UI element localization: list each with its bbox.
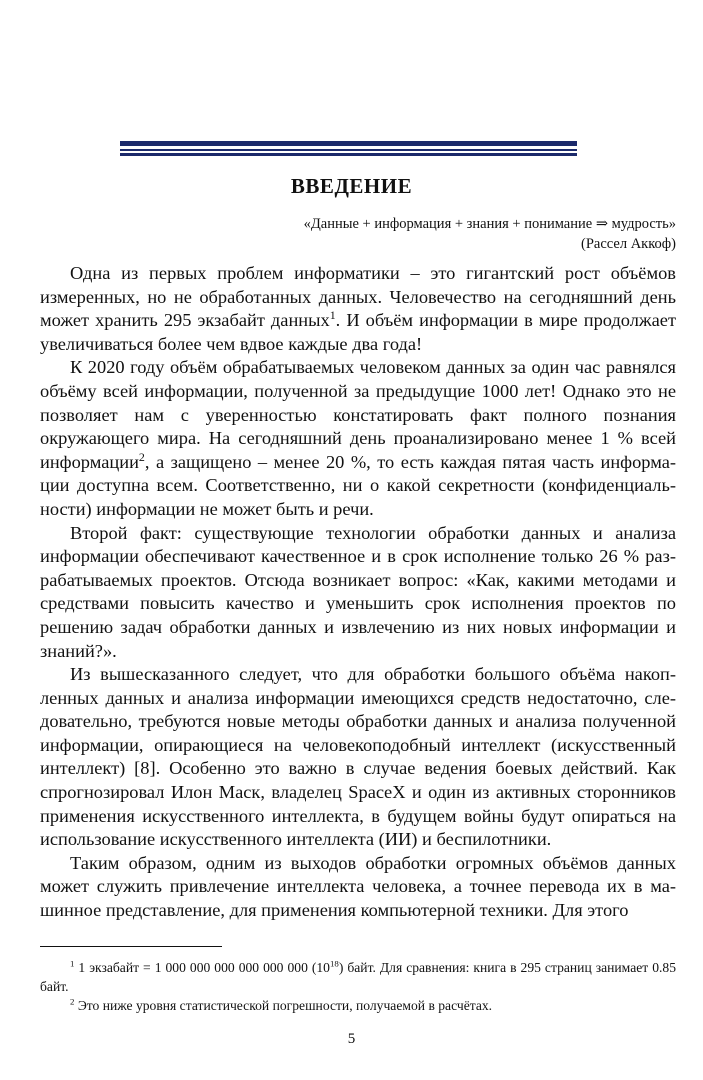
footnote-2: $^2$ Это ниже уровня статистической погрешности, получаемой в расчётах. bbox=[70, 996, 493, 1013]
paragraph-4: Из вышесказанного следует, что для обработки большого объёма накопленных данных и анализа информации имеющихся средств недостаточно, следовательно, требуются новые методы обработки данных и анализа полученной информации, опирающиеся на человекоподобный интеллект (искусственный интеллект) [8]. Особенно это важно в случае ведения боевых действий. Как спрогнозировал Илон Маск, владелец SpaceX и один из активных сторонников применения искусственного интеллекта, в будущем войны будут опираться на использование искусственного интеллекта (ИИ) и беспилотники. bbox=[40, 664, 676, 850]
footnote-ref-1[interactable]: 1 bbox=[329, 308, 336, 323]
header-rule-thin bbox=[120, 149, 577, 151]
page-number: 5 bbox=[347, 1031, 356, 1047]
paragraph-2: К 2020 году объём обрабатываемых человеком данных за один час равнялся объёму всей информации, полученной за предыдущие 1000 лет! Однако это не позволяет нам с уверенностью констатировать факт полного познания окружающего мира. На сегодняшний день проанализировано менее 1 % всей информации$^2$, а защищено – менее 20 %, то есть каждая пятая часть информации доступна всем. Соответственно, ни о какой секретности (конфиденциальности) информации не может быть и речи. bbox=[40, 357, 676, 519]
footnote-1: $^1$ 1 экзабайт = 1 000 000 000 000 000 000 $(10^{18})$ байт. Для сравнения: книга в 295 страниц занимает 0.85 байт. bbox=[40, 958, 676, 994]
header-rule-bottom bbox=[120, 153, 577, 156]
paragraph-3: Второй факт: существующие технологии обработки данных и анализа информации обеспечивают качественное и в срок исполнение только 26 % разрабатываемых проектов. Отсюда возникает вопрос: «Как, какими методами и средствами повысить качество и уменьшить срок исполнения проектов по решению задач обработки данных и извлечению из них новых информации и знаний?». bbox=[40, 522, 676, 661]
epigraph-author: (Рассел Аккоф) bbox=[581, 236, 676, 252]
footnotes bbox=[40, 958, 676, 1015]
header-rule-thick bbox=[120, 141, 577, 146]
paragraph-5: Таким образом, одним из выходов обработки огромных объёмов данных может служить привлечение интеллекта человека, а точнее перевода их в машинное представление, для применения компьютерной техники. Для этого bbox=[40, 852, 676, 921]
paragraph-1: Одна из первых проблем информатики – это гигантский рост объёмов измеренных, но не обработанных данных. Человечество на сегодняшний день может хранить 295 экзабайт данных$^1$. И объём информации в мире продолжает увеличиваться более чем вдвое каждые два года! bbox=[40, 263, 676, 354]
footnote-separator bbox=[40, 946, 222, 947]
body-text bbox=[40, 262, 676, 923]
footnote-ref-2[interactable]: 2 bbox=[138, 449, 145, 464]
section-title: ВВЕДЕНИЕ bbox=[290, 174, 413, 198]
epigraph bbox=[156, 214, 676, 254]
epigraph-quote: «Данные + информация + знания + понимание ⇒ мудрость» bbox=[303, 216, 676, 232]
